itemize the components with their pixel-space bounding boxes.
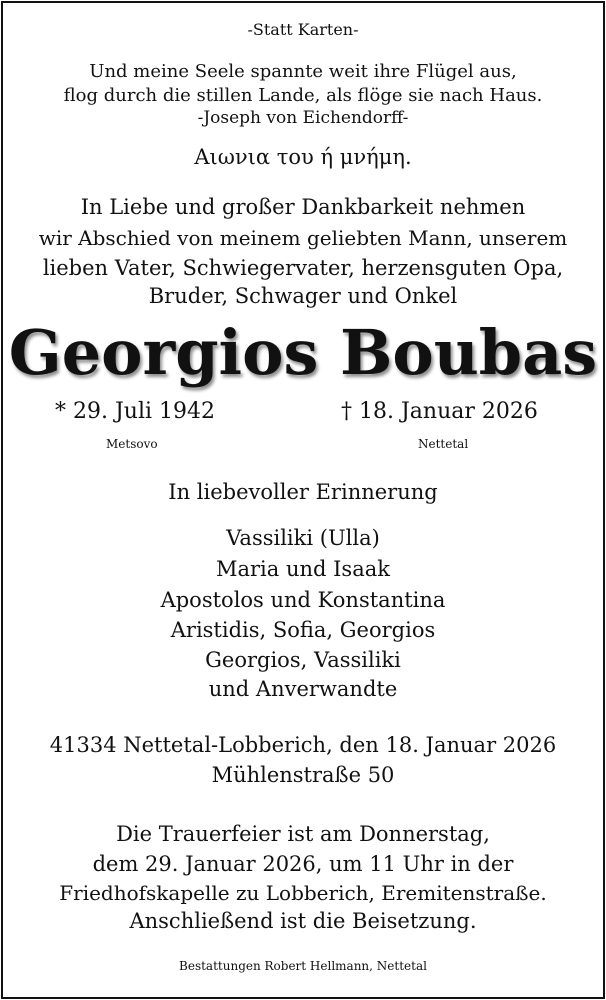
mourner-1: Vassiliki (Ulla) — [226, 526, 380, 550]
mourner-3: Apostolos und Konstantina — [160, 588, 446, 612]
poem-author: -Joseph von Eichendorff- — [197, 108, 409, 128]
memory-line: In liebevoller Erinnerung — [168, 480, 438, 504]
intro-line-4: Bruder, Schwager und Onkel — [148, 284, 458, 308]
mourner-2: Maria und Isaak — [216, 557, 390, 581]
mourner-4: Aristidis, Sofia, Georgios — [170, 618, 436, 642]
intro-line-2: wir Abschied von meinem geliebten Mann, unserem — [38, 226, 568, 250]
funeral-line-1: Die Trauerfeier ist am Donnerstag, — [116, 822, 490, 846]
intro-line-3: lieben Vater, Schwiegervater, herzensguten Opa, — [42, 256, 564, 280]
death-place: Nettetal — [418, 437, 469, 451]
birth-date: * 29. Juli 1942 — [55, 399, 216, 424]
intro-line-1: In Liebe und großer Dankbarkeit nehmen — [80, 195, 526, 219]
funeral-line-3: Friedhofskapelle zu Lobberich, Eremitenstraße. — [59, 881, 547, 905]
address-line-2: Mühlenstraße 50 — [211, 763, 395, 787]
statt-karten: -Statt Karten- — [247, 20, 359, 39]
deceased-name: Georgios Boubas — [8, 316, 598, 389]
mourner-5: Georgios, Vassiliki — [205, 648, 401, 672]
poem-line-1: Und meine Seele spannte weit ihre Flügel aus, — [89, 61, 517, 82]
death-date: † 18. Januar 2026 — [341, 399, 538, 424]
birth-place: Metsovo — [106, 437, 158, 451]
funeral-line-2: dem 29. Januar 2026, um 11 Uhr in der — [92, 852, 514, 876]
undertaker-credit: Bestattungen Robert Hellmann, Nettetal — [179, 959, 427, 973]
poem-line-2: flog durch die stillen Lande, als flöge sie nach Haus. — [63, 85, 543, 106]
mourner-6: und Anverwandte — [208, 677, 398, 701]
address-line-1: 41334 Nettetal-Lobberich, den 18. Januar 2026 — [49, 733, 557, 757]
greek-line: Αιωνια του ή μνήμη. — [194, 145, 412, 169]
funeral-line-4: Anschließend ist die Beisetzung. — [129, 909, 477, 933]
